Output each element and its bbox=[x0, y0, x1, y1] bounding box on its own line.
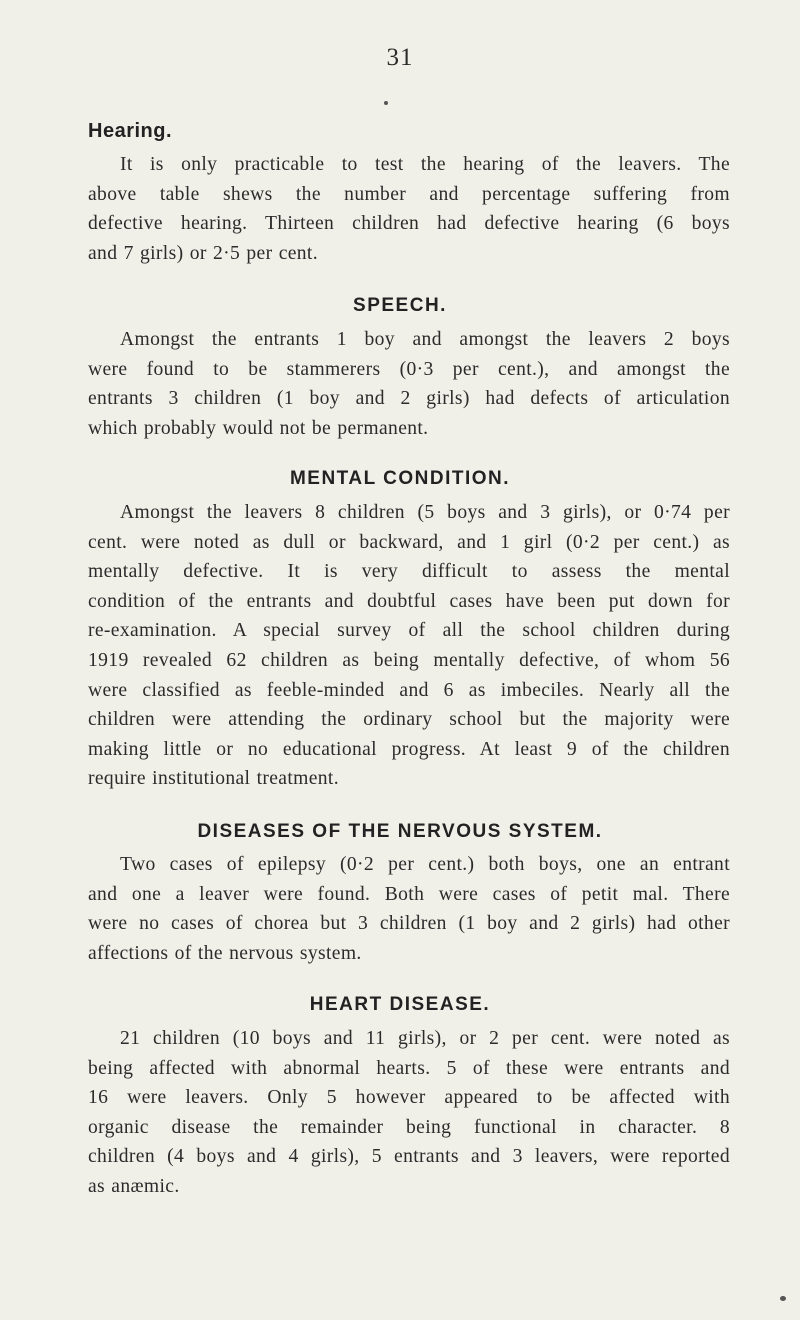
print-speck bbox=[384, 101, 388, 105]
text-line: 1919 revealed 62 children as being mentally defective, of whom 56 bbox=[88, 649, 730, 671]
text-line: being affected with abnormal hearts. 5 of these were entrants and bbox=[88, 1057, 730, 1079]
page-number: 31 bbox=[386, 44, 414, 71]
text-line: making little or no educational progress. At least 9 of the children bbox=[88, 738, 730, 760]
text-line: were classified as feeble-minded and 6 as imbeciles. Nearly all the bbox=[88, 679, 730, 701]
text-line: which probably would not be permanent. bbox=[88, 417, 429, 439]
text-line: children were attending the ordinary school but the majority were bbox=[88, 709, 730, 731]
paragraph-heart-disease bbox=[88, 1024, 730, 1202]
text-line: mentally defective. It is very difficult to assess the mental bbox=[88, 561, 730, 583]
text-line: 16 were leavers. Only 5 however appeared to be affected with bbox=[88, 1087, 730, 1109]
section-title-heart-disease: HEART DISEASE. bbox=[309, 994, 491, 1015]
text-line: require institutional treatment. bbox=[88, 768, 339, 790]
paragraph-speech bbox=[88, 325, 730, 443]
section-title-nervous-system: DISEASES OF THE NERVOUS SYSTEM. bbox=[197, 821, 603, 842]
paragraph-nervous-system bbox=[88, 850, 730, 968]
text-line: above table shews the number and percentage suffering from bbox=[88, 183, 730, 205]
text-line: Amongst the entrants 1 boy and amongst the leavers 2 boys bbox=[120, 329, 730, 350]
text-line: 21 children (10 boys and 11 girls), or 2 per cent. were noted as bbox=[120, 1028, 730, 1049]
section-title-mental-condition: MENTAL CONDITION. bbox=[289, 468, 511, 489]
paragraph-hearing bbox=[88, 150, 730, 268]
text-line: as anæmic. bbox=[88, 1175, 180, 1197]
text-line: children (4 boys and 4 girls), 5 entrants and 3 leavers, were reported bbox=[88, 1146, 730, 1168]
section-title-speech: SPEECH. bbox=[353, 295, 447, 316]
text-line: organic disease the remainder being functional in character. 8 bbox=[88, 1116, 730, 1138]
text-line: It is only practicable to test the hearing of the leavers. The bbox=[120, 154, 730, 175]
text-line: were found to be stammerers (0·3 per cent.), and amongst the bbox=[88, 358, 730, 380]
text-line: condition of the entrants and doubtful cases have been put down for bbox=[88, 590, 730, 612]
text-line: cent. were noted as dull or backward, and 1 girl (0·2 per cent.) as bbox=[88, 531, 730, 553]
text-line: Amongst the leavers 8 children (5 boys and 3 girls), or 0·74 per bbox=[120, 502, 730, 523]
text-line: were no cases of chorea but 3 children (1 boy and 2 girls) had other bbox=[88, 913, 730, 935]
text-line: defective hearing. Thirteen children had defective hearing (6 boys bbox=[88, 213, 730, 235]
text-line: Two cases of epilepsy (0·2 per cent.) both boys, one an entrant bbox=[120, 854, 730, 875]
print-speck bbox=[780, 1296, 786, 1301]
text-line: re-examination. A special survey of all the school children during bbox=[88, 620, 730, 642]
paragraph-mental-condition bbox=[88, 498, 730, 794]
text-line: affections of the nervous system. bbox=[88, 942, 362, 964]
text-line: and one a leaver were found. Both were cases of petit mal. There bbox=[88, 883, 730, 905]
section-title-hearing: Hearing. bbox=[88, 120, 173, 142]
text-line: and 7 girls) or 2·5 per cent. bbox=[88, 242, 318, 264]
text-line: entrants 3 children (1 boy and 2 girls) had defects of articulation bbox=[88, 388, 730, 410]
